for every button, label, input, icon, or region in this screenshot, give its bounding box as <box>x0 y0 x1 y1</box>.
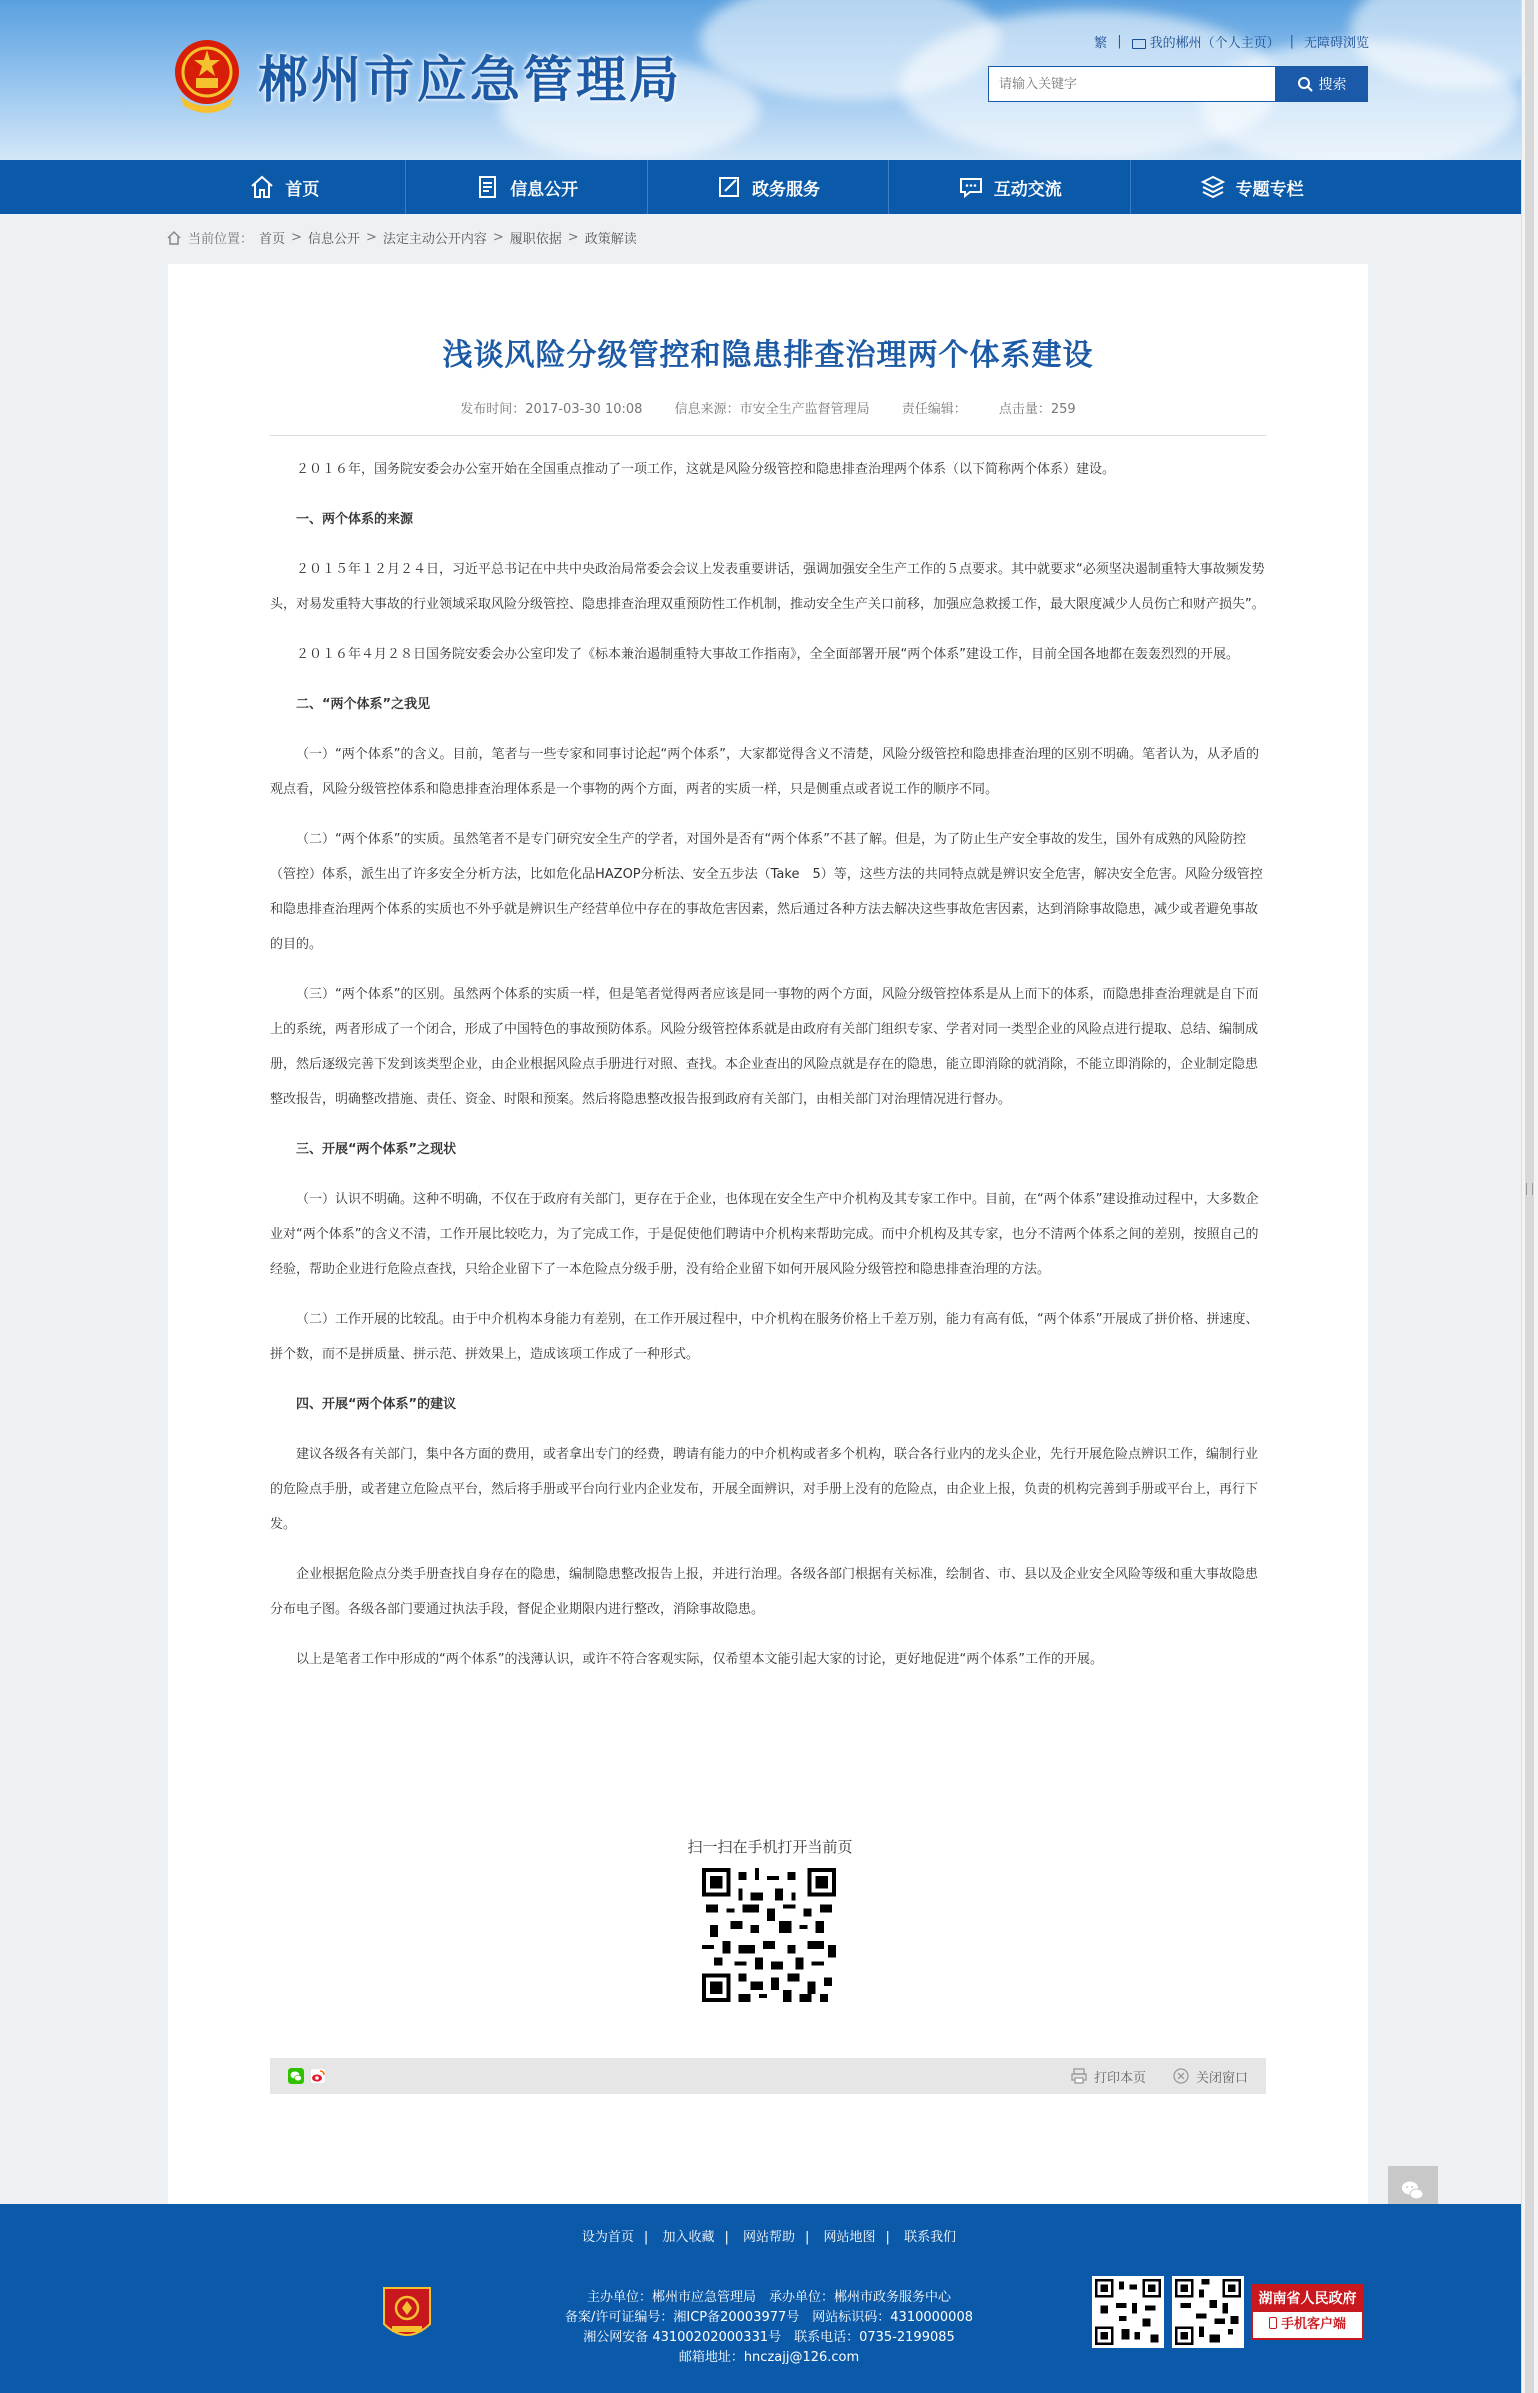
main-nav <box>0 160 1521 214</box>
traditional-chinese-link[interactable]: 繁 <box>1094 36 1108 51</box>
wechat-icon <box>1399 2177 1427 2205</box>
breadcrumb-info[interactable]: 信息公开 <box>307 232 360 247</box>
document-icon <box>474 174 500 200</box>
site-header <box>0 0 1521 160</box>
nav-item-info[interactable]: 信息公开 <box>406 160 648 214</box>
footer-link-favorite[interactable]: 加入收藏 <box>662 2230 715 2245</box>
footer-links: 设为首页 | 加入收藏 | 网站帮助 | 网站地图 | 联系我们 <box>581 2230 957 2245</box>
section-heading: 四、开展“两个体系”的建议 <box>296 1397 457 1412</box>
footer-qr-code-1 <box>1092 2276 1164 2348</box>
footer-info: 主办单位：郴州市应急管理局 承办单位：郴州市政务服务中心 备案/许可证编号：湘ICP备20003977号 网站标识码：4310000008 湘公网安备 43100202000331号 联系电话：0735-2199085 邮箱地址：hnczajj@126.com <box>0 2288 1538 2368</box>
article-paragraph: （二）工作开展的比较乱。由于中介机构本身能力有差别，在工作开展过程中，中介机构在服务价格上千差万别，能力有高有低，“两个体系”开展成了拼价格、拼速度、拼个数，而不是拼质量、拼示范、拼效果上，造成该项工作成了一种形式。 <box>270 1312 1259 1362</box>
search-input[interactable] <box>988 66 1275 102</box>
section-heading: 三、开展“两个体系”之现状 <box>296 1142 457 1157</box>
article-paragraph: （三）“两个体系”的区别。虽然两个体系的实质一样，但是笔者觉得两者应该是同一事物的两个方面，风险分级管控体系是从上而下的体系，而隐患排查治理就是自下而上的系统，两者形成了一个闭合，形成了中国特色的事故预防体系。风险分级管控体系就是由政府有关部门组织专家、学者对同一类型企业的风险点进行提取、总结、编制成册，然后逐级完善下发到该类型企业，由企业根据风险点手册进行对照、查找。本企业查出的风险点就是存在的隐患，能立即消除的就消除，不能立即消除的，企业制定隐患整改报告，明确整改措施、责任、资金、时限和预案。然后将隐患整改报告报到政府有关部门，由相关部门对治理情况进行督办。 <box>270 987 1259 1107</box>
nav-item-topics[interactable]: 专题专栏 <box>1131 160 1372 214</box>
article-body <box>270 452 1266 1692</box>
article-paragraph: ２０１６年４月２８日国务院安委会办公室印发了《标本兼治遏制重特大事故工作指南》，全全面部署开展“两个体系”建设工作，目前全国各地都在轰轰烈烈的开展。 <box>296 647 1239 662</box>
mobile-icon <box>1269 2317 1277 2329</box>
edit-icon <box>716 174 742 200</box>
breadcrumb-statutory[interactable]: 法定主动公开内容 <box>382 232 487 247</box>
article-paragraph: 建议各级各有关部门，集中各方面的费用，或者拿出专门的经费，聘请有能力的中介机构或者多个机构，联合各行业内的龙头企业，先行开展危险点辨识工作，编制行业的危险点手册，或者建立危险点平台，然后将手册或平台向行业内企业发布，开展全面辨识，对手册上没有的危险点，由企业上报，负责的机构完善到手册或平台上，再行下发。 <box>270 1447 1259 1532</box>
breadcrumb-basis[interactable]: 履职依据 <box>509 232 562 247</box>
article-source: 信息来源：市安全生产监督管理局 <box>674 402 870 417</box>
top-links: 繁 | 我的郴州（个人主页） | 无障碍浏览 <box>1094 34 1369 51</box>
monitor-icon <box>1132 39 1146 49</box>
article-paragraph: 企业根据危险点分类手册查找自身存在的隐患，编制隐患整改报告上报，并进行治理。各级各部门根据有关标准，绘制省、市、县以及企业安全风险等级和重大事故隐患分布电子图。各级各部门要通过执法手段，督促企业期限内进行整改，消除事故隐患。 <box>270 1567 1259 1617</box>
article-title: 浅谈风险分级管控和隐患排查治理两个体系建设 <box>442 338 1094 373</box>
nav-item-services[interactable]: 政务服务 <box>648 160 890 214</box>
chat-icon <box>958 174 984 200</box>
search-box <box>988 66 1368 102</box>
close-window-button[interactable]: 关闭窗口 <box>1172 2067 1248 2086</box>
page-qr-code <box>702 1868 836 2002</box>
breadcrumb-home-icon <box>166 230 182 246</box>
printer-icon <box>1070 2067 1088 2085</box>
breadcrumb-policy[interactable]: 政策解读 <box>584 232 637 247</box>
section-heading: 二、“两个体系”之我见 <box>296 697 431 712</box>
article-paragraph: （一）“两个体系”的含义。目前，笔者与一些专家和同事讨论起“两个体系”，大家都觉得含义不清楚，风险分级管控和隐患排查治理的区别不明确。笔者认为，从矛盾的观点看，风险分级管控体系和隐患排查治理体系是一个事物的两个方面，两者的实质一样，只是侧重点或者说工作的顺序不同。 <box>270 747 1259 797</box>
close-icon <box>1172 2067 1190 2085</box>
nav-item-home[interactable]: 首页 <box>164 160 406 214</box>
police-record: 湘公网安备 43100202000331号 联系电话：0735-2199085 <box>583 2330 955 2345</box>
national-emblem-icon <box>170 36 244 116</box>
hunan-gov-app-badge[interactable]: 湖南省人民政府 手机客户端 <box>1251 2284 1364 2340</box>
qr-label: 扫一扫在手机打开当前页 <box>687 1838 853 1856</box>
scrollbar-grip <box>1526 1183 1533 1195</box>
article-paragraph: （二）“两个体系”的实质。虽然笔者不是专门研究安全生产的学者，对国外是否有“两个体系”不甚了解。但是，为了防止生产安全事故的发生，国外有成熟的风险防控（管控）体系，派生出了许多安全分析方法，比如危化品HAZOP分析法、安全五步法（Take 5）等，这些方法的共同特点就是辨识安全危害，解决安全危害。风险分级管控和隐患排查治理两个体系的实质也不外乎就是辨识生产经营单位中存在的事故危害因素，然后通过各种方法去解决这些事故危害因素，达到消除事故隐患，减少或者避免事故的目的。 <box>270 832 1263 952</box>
search-button[interactable]: 搜索 <box>1275 66 1368 102</box>
click-count: 点击量：259 <box>998 402 1076 417</box>
footer-link-help[interactable]: 网站帮助 <box>742 2230 795 2245</box>
nav-item-interaction[interactable]: 互动交流 <box>889 160 1131 214</box>
article-meta <box>270 398 1266 436</box>
scrollbar-thumb[interactable] <box>1525 0 1534 2393</box>
footer-link-contact[interactable]: 联系我们 <box>904 2230 957 2245</box>
weibo-share-icon[interactable] <box>310 2068 326 2084</box>
breadcrumb: 当前位置： 首页 > 信息公开 > 法定主动公开内容 > 履职依据 > 政策解读 <box>166 228 637 247</box>
share-bar <box>270 2058 1266 2094</box>
footer-qr-code-2 <box>1172 2276 1244 2348</box>
site-footer <box>0 2204 1521 2393</box>
footer-link-sitemap[interactable]: 网站地图 <box>823 2230 876 2245</box>
article-paragraph: （一）认识不明确。这种不明确，不仅在于政府有关部门，更存在于企业，也体现在安全生产中介机构及其专家工作中。目前，在“两个体系”建设推动过程中，大多数企业对“两个体系”的含义不清，工作开展比较吃力，为了完成工作，于是促使他们聘请中介机构来帮助完成。而中介机构及其专家，也分不清两个体系之间的差别，按照自己的经验，帮助企业进行危险点查找，只给企业留下了一本危险点分级手册，没有给企业留下如何开展风险分级管控和隐患排查治理的方法。 <box>270 1192 1259 1277</box>
article-paragraph: 以上是笔者工作中形成的“两个体系”的浅薄认识，或许不符合客观实际，仅希望本文能引起大家的讨论，更好地促进“两个体系”工作的开展。 <box>296 1652 1103 1667</box>
print-button[interactable]: 打印本页 <box>1070 2067 1146 2086</box>
my-chenzhou-link[interactable]: 我的郴州（个人主页） <box>1132 32 1280 51</box>
article-editor: 责任编辑： <box>901 402 967 417</box>
accessibility-link[interactable]: 无障碍浏览 <box>1303 36 1369 51</box>
breadcrumb-home[interactable]: 首页 <box>259 232 286 247</box>
section-heading: 一、两个体系的来源 <box>296 512 414 527</box>
search-icon <box>1297 76 1313 92</box>
footer-link-home[interactable]: 设为首页 <box>581 2230 634 2245</box>
article-paragraph: ２０１５年１２月２４日，习近平总书记在中共中央政治局常委会会议上发表重要讲话，强调加强安全生产工作的５点要求。其中就要求“必须坚决遏制重特大事故频发势头，对易发重特大事故的行业领域采取风险分级管控、隐患排查治理双重预防性工作机制，推动安全生产关口前移，加强应急救援工作，最大限度减少人员伤亡和财产损失”。 <box>270 562 1265 612</box>
layers-icon <box>1200 174 1226 200</box>
wechat-share-icon[interactable] <box>288 2068 304 2084</box>
home-icon <box>249 174 275 200</box>
site-title: 郴州市应急管理局 <box>258 51 682 109</box>
article-paragraph: ２０１６年，国务院安委会办公室开始在全国重点推动了一项工作，这就是风险分级管控和隐患排查治理两个体系（以下简称两个体系）建设。 <box>296 462 1116 477</box>
publish-time: 发布时间：2017-03-30 10:08 <box>460 402 643 417</box>
